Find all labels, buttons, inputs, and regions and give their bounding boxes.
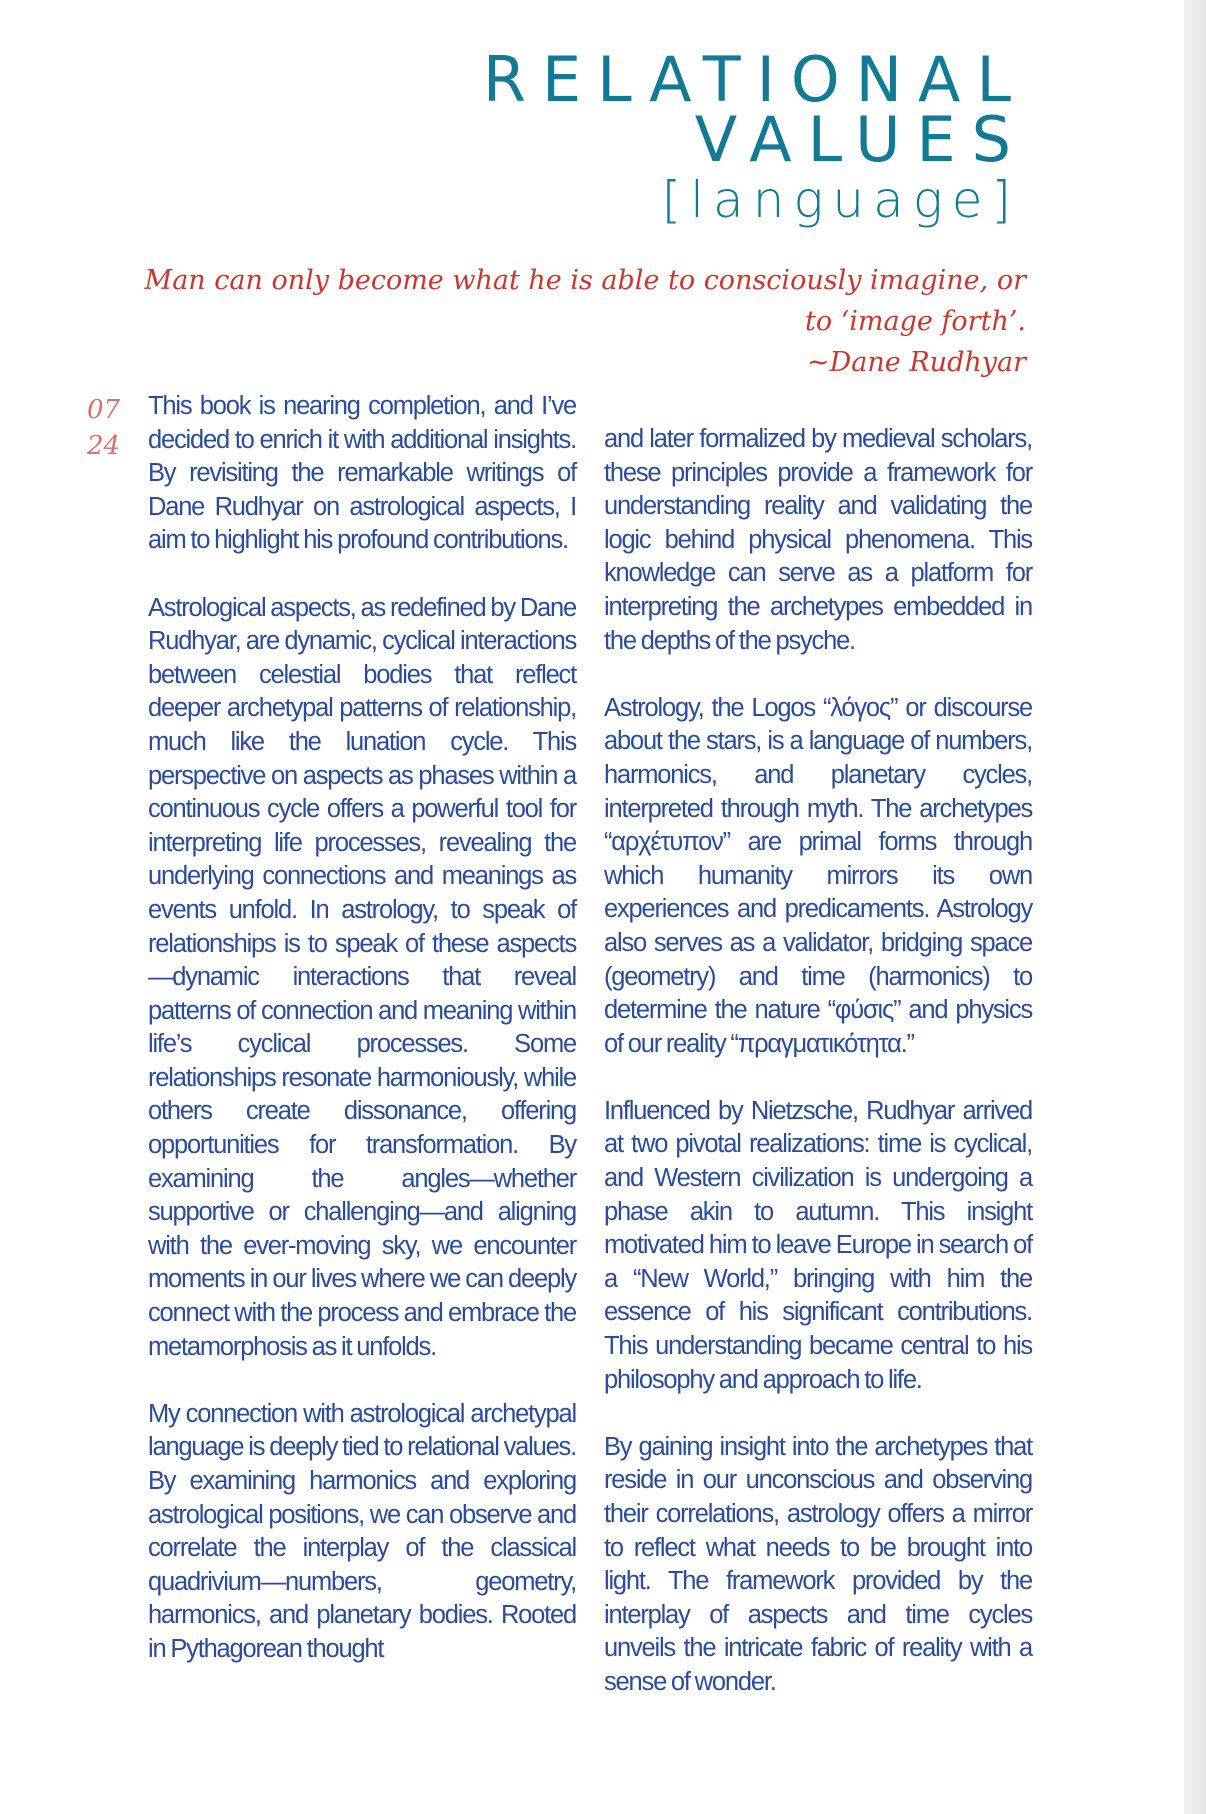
page-number-top: 07 [87,395,121,425]
page-number-bottom: 24 [87,431,121,461]
paragraph: Astrological aspects, as redefined by Dane Rudhyar, are dynamic, cyclical interactions between celestial bodies that reflect deeper archetypal patterns of relationship, much like the lunation cycle. This perspective on aspects as phases within a continuous cycle offers a powerful tool for interpreting life processes, revealing the underlying connections and meanings as events unfold. In astrology, to speak of relationships is to speak of these aspects—dynamic interactions that reveal patterns of connection and meaning within life’s cyclical processes. Some relationships resonate harmoniously, while others create dissonance, offering opportunities for transformation. By examining the angles—whether supportive or challenging—and aligning with the ever-moving sky, we encounter moments in our lives where we can deeply connect with the process and embrace the metamorphosis as it unfolds. [148,593,576,1361]
page-edge-shadow [1184,0,1206,1814]
text-column-left [148,390,576,1700]
text-column-right [604,423,1032,1733]
title-line-relational: RELATIONAL [482,43,1027,116]
title-subtitle: [language] [661,171,1020,229]
paragraph: Astrology, the Logos “λόγος” or discourse about the stars, is a language of numbers, harmonics, and planetary cycles, interpreted through myth. The archetypes “αρχέτυπον” are primal forms through which humanity mirrors its own experiences and predicaments. Astrology also serves as a validator, bridging space (geometry) and time (harmonics) to determine the nature “φύσις” and physics of our reality “πραγματικότητα.” [604,693,1032,1058]
paragraph: My connection with astrological archetypal language is deeply tied to relational values. By examining harmonics and exploring astrological positions, we can observe and correlate the interplay of the classical quadrivium—numbers, geometry, harmonics, and planetary bodies. Rooted in Pythagorean thought [148,1399,576,1663]
epigraph-quote [126,260,1026,383]
title-line-values: VALUES [694,103,1027,176]
page-number [87,392,120,464]
paragraph: This book is nearing completion, and I’ve decided to enrich it with additional insights. By revisiting the remarkable writings of Dane Rudhyar on astrological aspects, I aim to highlight his profound contributions. [148,392,576,555]
paragraph: By gaining insight into the archetypes that reside in our unconscious and observing their correlations, astrology offers a mirror to reflect what needs to be brought into light. The framework provided by the interplay of aspects and time cycles unveils the intricate fabric of reality with a sense of wonder. [604,1432,1032,1696]
paragraph: Influenced by Nietzsche, Rudhyar arrived at two pivotal realizations: time is cyclical, and Western civilization is undergoing a phase akin to autumn. This insight motivated him to leave Europe in search of a “New World,” bringing with him the essence of his significant contributions. This understanding became central to his philosophy and approach to life. [604,1096,1032,1394]
title-block [211,43,1027,229]
paragraph: and later formalized by medieval scholars, these principles provide a framework for understanding reality and validating the logic behind physical phenomena. This knowledge can serve as a platform for interpreting the archetypes embedded in the depths of the psyche. [604,425,1032,655]
quote-line-2: to ‘image forth’. [804,306,1026,337]
quote-attribution: ~Dane Rudhyar [807,347,1026,378]
quote-line-1: Man can only become what he is able to consciously imagine, or [144,265,1026,296]
